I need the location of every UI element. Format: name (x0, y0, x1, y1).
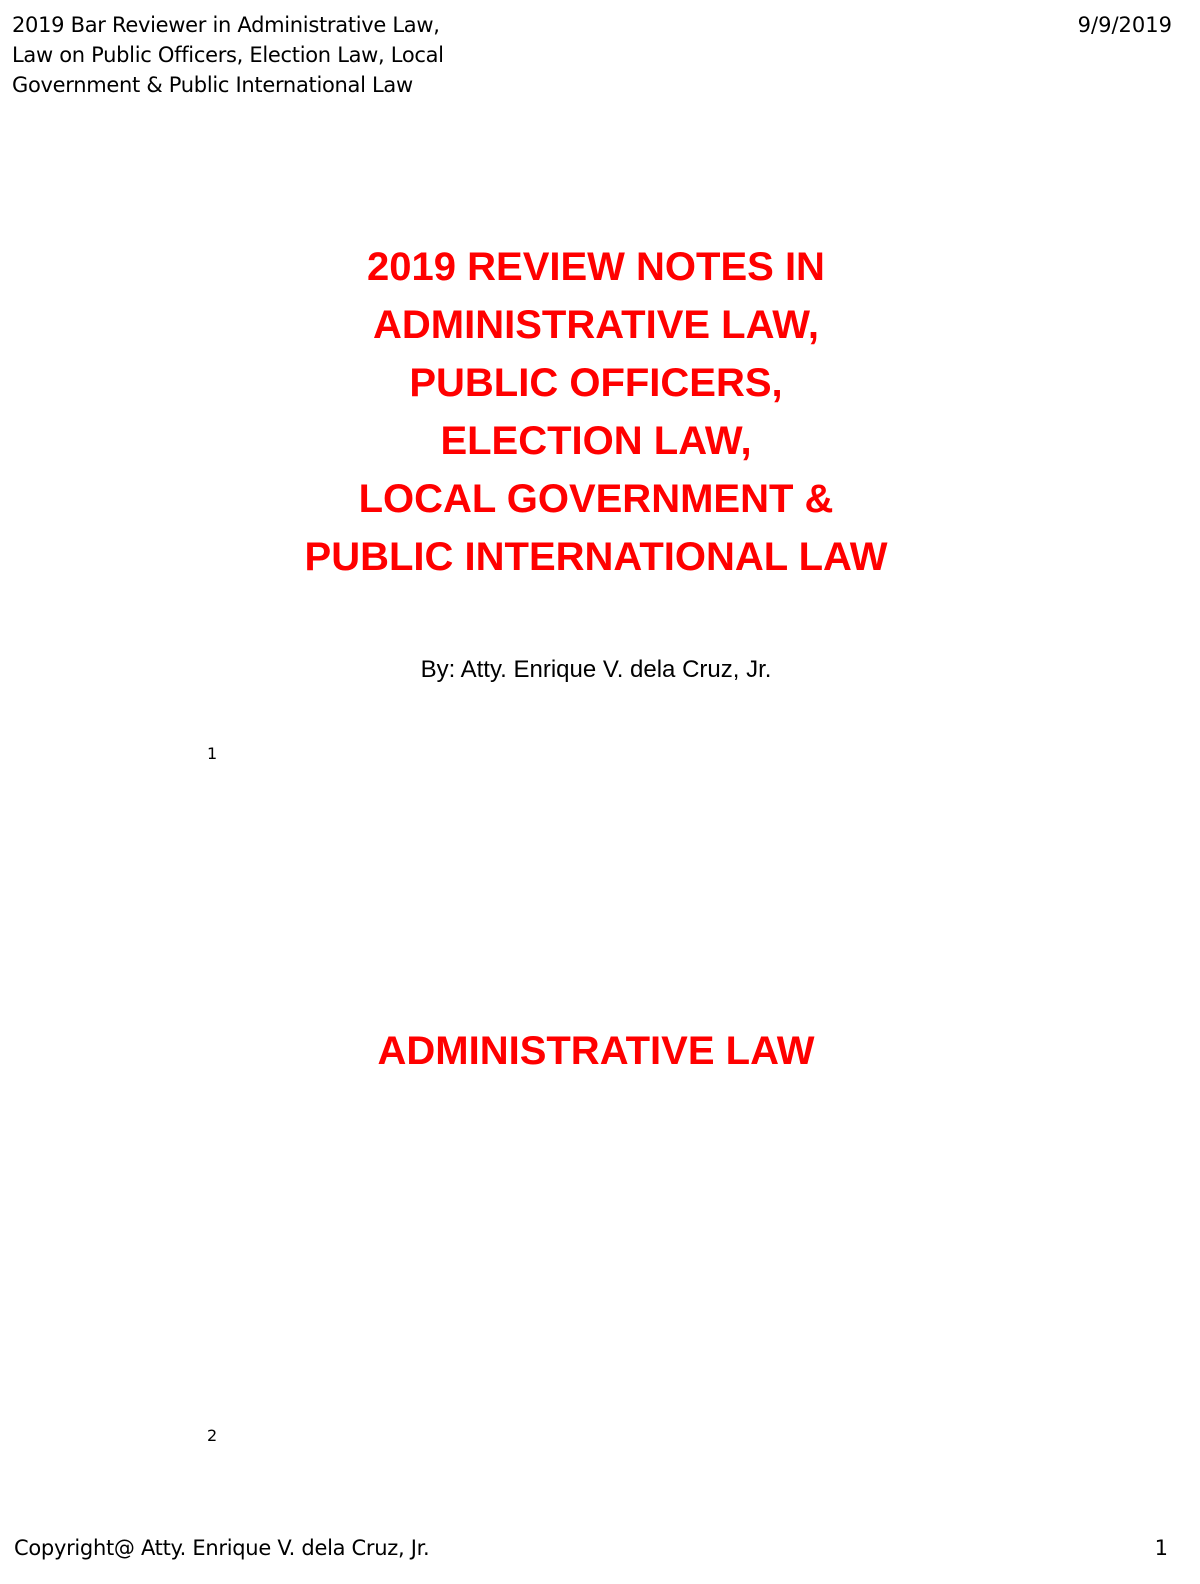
slide-1-author: By: Atty. Enrique V. dela Cruz, Jr. (420, 656, 772, 683)
slide-title-line: ELECTION LAW, (440, 419, 752, 463)
header-title-line: Government & Public International Law (12, 73, 413, 97)
slide-title-line: PUBLIC OFFICERS, (409, 361, 783, 405)
footer-page-number: 1 (1154, 1536, 1168, 1560)
header-title-line: 2019 Bar Reviewer in Administrative Law, (12, 13, 440, 37)
slide-title-line: PUBLIC INTERNATIONAL LAW (304, 535, 888, 579)
footer-copyright: Copyright@ Atty. Enrique V. dela Cruz, Jr. (14, 1536, 430, 1560)
slide-2-number: 2 (207, 1426, 218, 1445)
header-title-line: Law on Public Officers, Election Law, Local (12, 43, 444, 67)
slide-2-title (0, 1022, 1192, 1080)
slide-title-line: 2019 REVIEW NOTES IN (367, 245, 825, 289)
header-date: 9/9/2019 (1077, 13, 1172, 37)
slide-title-line: ADMINISTRATIVE LAW (377, 1029, 815, 1073)
slide-title-line: ADMINISTRATIVE LAW, (373, 303, 819, 347)
slide-title-line: LOCAL GOVERNMENT & (358, 477, 834, 521)
slide-1-title (0, 238, 1192, 586)
slide-1-number: 1 (207, 744, 218, 763)
page-header-title (12, 10, 572, 100)
